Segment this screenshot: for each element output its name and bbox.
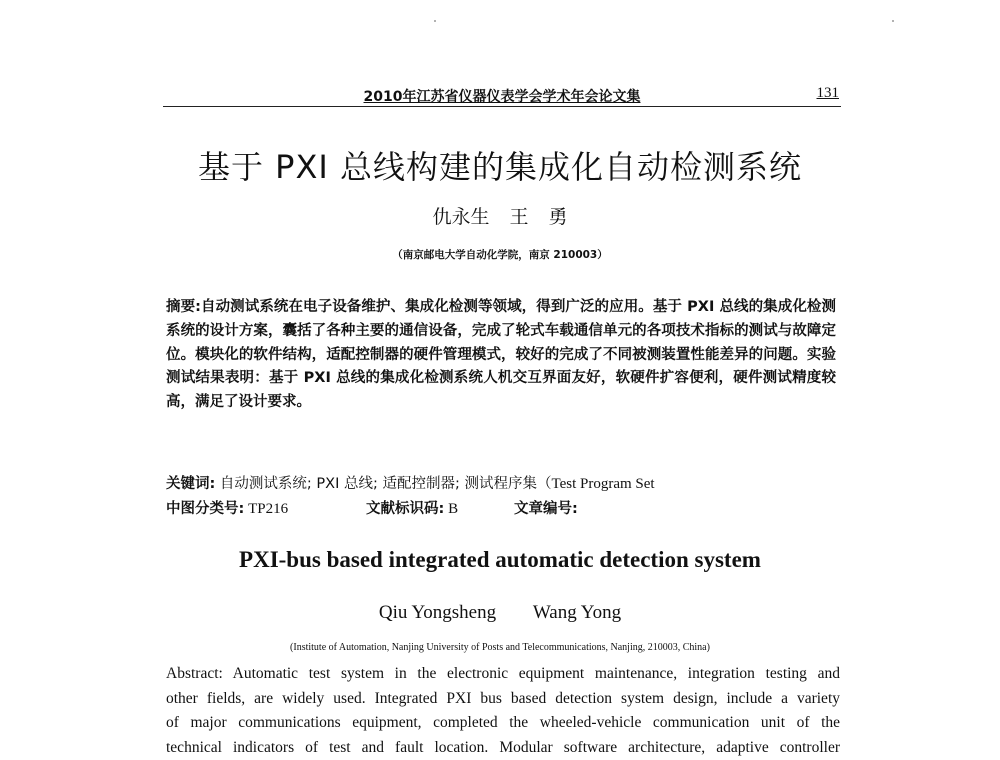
paper-title-en: PXI-bus based integrated automatic detection system: [239, 547, 761, 572]
running-header: [163, 84, 841, 107]
abstract-cn-label: 摘要:: [166, 299, 201, 315]
clc-number: [166, 497, 366, 518]
clc-value: TP216: [244, 501, 289, 517]
doc-code-value: B: [444, 501, 459, 517]
abstract-cn-text: 自动测试系统在电子设备维护、集成化检测等领域，得到广泛的应用。基于 PXI 总线的集成化检测系统的设计方案，囊括了各种主要的通信设备，完成了轮式车载通信单元的各项技术指标的测试与故障定位。模块化的软件结构，适配控制器的硬件管理模式，较好的完成了不同被测装置性能差异的问题。实验测试结果表明：基于 PXI 总线的集成化检测系统人机交互界面友好，软硬件扩容便利，硬件测试精度较高，满足了设计要求。: [166, 299, 836, 411]
doc-code-label: 文献标识码:: [366, 501, 445, 517]
abstract-en-line: Abstract: Automatic test system in the electronic equipment maintenance, integration testing and: [166, 665, 840, 682]
article-no-label: 文章编号:: [514, 501, 578, 517]
journal-title: 2010年江苏省仪器仪表学会学术年会论文集: [363, 89, 641, 105]
authors-en: [0, 602, 1000, 624]
authors-cn: [0, 202, 1000, 229]
keywords-text: 自动测试系统; PXI 总线; 适配控制器; 测试程序集（: [215, 476, 552, 492]
clc-label: 中图分类号:: [166, 501, 245, 517]
author-en-1: Qiu Yongsheng: [378, 602, 497, 623]
author-cn-2: 王 勇: [509, 206, 568, 228]
doc-code: [366, 497, 514, 518]
abstract-cn: [166, 296, 836, 415]
scan-speck: [892, 20, 894, 22]
paper-title-cn: 基于 PXI 总线构建的集成化自动检测系统: [197, 148, 802, 186]
affiliation-en: (Institute of Automation, Nanjing University of Posts and Telecommunications, Nanjing, 210003, China): [290, 642, 710, 653]
abstract-en-line: of major communications equipment, completed the wheeled-vehicle communication unit of the: [166, 714, 840, 731]
author-en-2: Wang Yong: [532, 602, 622, 623]
abstract-en-line: other fields, are widely used. Integrated PXI bus based detection system design, include a variety: [166, 689, 840, 707]
keywords-cn: [166, 472, 846, 493]
abstract-en: [166, 662, 840, 760]
keywords-text-en: Test Program Set: [551, 476, 655, 492]
affiliation-cn: （南京邮电大学自动化学院，南京 210003）: [392, 249, 608, 261]
scan-speck: [434, 20, 436, 22]
article-number: [514, 497, 578, 518]
classification-row: [166, 497, 846, 518]
page-number: 131: [816, 85, 839, 101]
abstract-en-line: technical indicators of test and fault location. Modular software architecture, adaptive controller: [166, 738, 840, 756]
keywords-label: 关键词:: [166, 476, 216, 492]
author-cn-1: 仇永生: [432, 206, 490, 228]
